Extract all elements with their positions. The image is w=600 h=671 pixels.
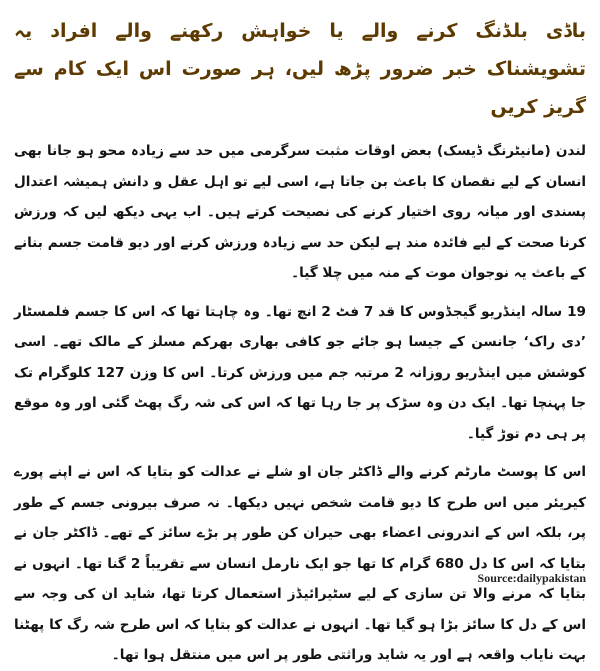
article-headline: باڈی بلڈنگ کرنے والے یا خواہش رکھنے والے افراد یہ تشویشناک خبر ضرور پڑھ لیں، ہر صورت اس ایک کام سے گریز کریں bbox=[14, 20, 586, 118]
article-paragraph: 19 سالہ اینڈریو گیجڈوس کا قد 7 فٹ 2 انچ تھا۔ وہ چاہتا تھا کہ اس کا جسم فلمسٹار ’دی راک‘ جانسن کے جیسا ہو جائے جو کافی بھاری بھرکم مسلز کے مالک تھے۔ اسی کوشش میں اینڈریو روزانہ 2 مرتبہ جم میں ورزش کرتا۔ اس کا وزن 127 کلوگرام تک جا پہنچا تھا۔ ایک دن وہ سڑک پر جا رہا تھا کہ اس کی شہ رگ پھٹ گئی اور وہ موقع پر ہی دم توڑ گیا۔ bbox=[14, 303, 586, 442]
article-paragraph: لندن (مانیٹرنگ ڈیسک) بعض اوقات مثبت سرگرمی میں حد سے زیادہ محو ہو جانا بھی انسان کے لیے نقصان کا باعث بن جاتا ہے، اسی لیے تو اہل عقل و دانش ہمیشہ اعتدال پسندی اور میانہ روی اختیار کرنے کی نصیحت کرتے ہیں۔ اب یہی دیکھ لیں کہ ورزش کرنا صحت کے لیے فائدہ مند ہے لیکن حد سے زیادہ ورزش کرنے اور دیو قامت جسم بنانے کے باعث یہ نوجوان موت کے منہ میں چلا گیا۔ bbox=[14, 143, 586, 281]
source-credit: Source:dailypakistan bbox=[477, 571, 586, 585]
article-paragraph: اس کا پوسٹ مارٹم کرنے والے ڈاکٹر جان او شلے نے عدالت کو بتایا کہ اس نے اپنے پورے کیریئر میں اس طرح کا دیو قامت شخص نہیں دیکھا۔ نہ صرف بیرونی جسم کے طور پر، بلکہ اس کے اندرونی اعضاء بھی حیران کن طور پر بڑے سائز کے تھے۔ ڈاکٹر جان نے بتایا کہ اس کا دل 680 گرام کا تھا جو ایک نارمل انسان سے تقریباً 2 گنا تھا۔ انہوں نے بتایا کہ مرنے والا تن سازی کے لیے سٹیرائیڈز استعمال کرتا تھا، شاید ان کی وجہ سے اس کے دل کا سائز بڑا ہو گیا تھا۔ انہوں نے عدالت کو بتایا کہ اس طرح شہ رگ کا پھٹنا بہت نایاب واقعہ ہے اور یہ شاید وراثتی طور پر اس میں منتقل ہوا تھا۔ bbox=[14, 464, 587, 663]
